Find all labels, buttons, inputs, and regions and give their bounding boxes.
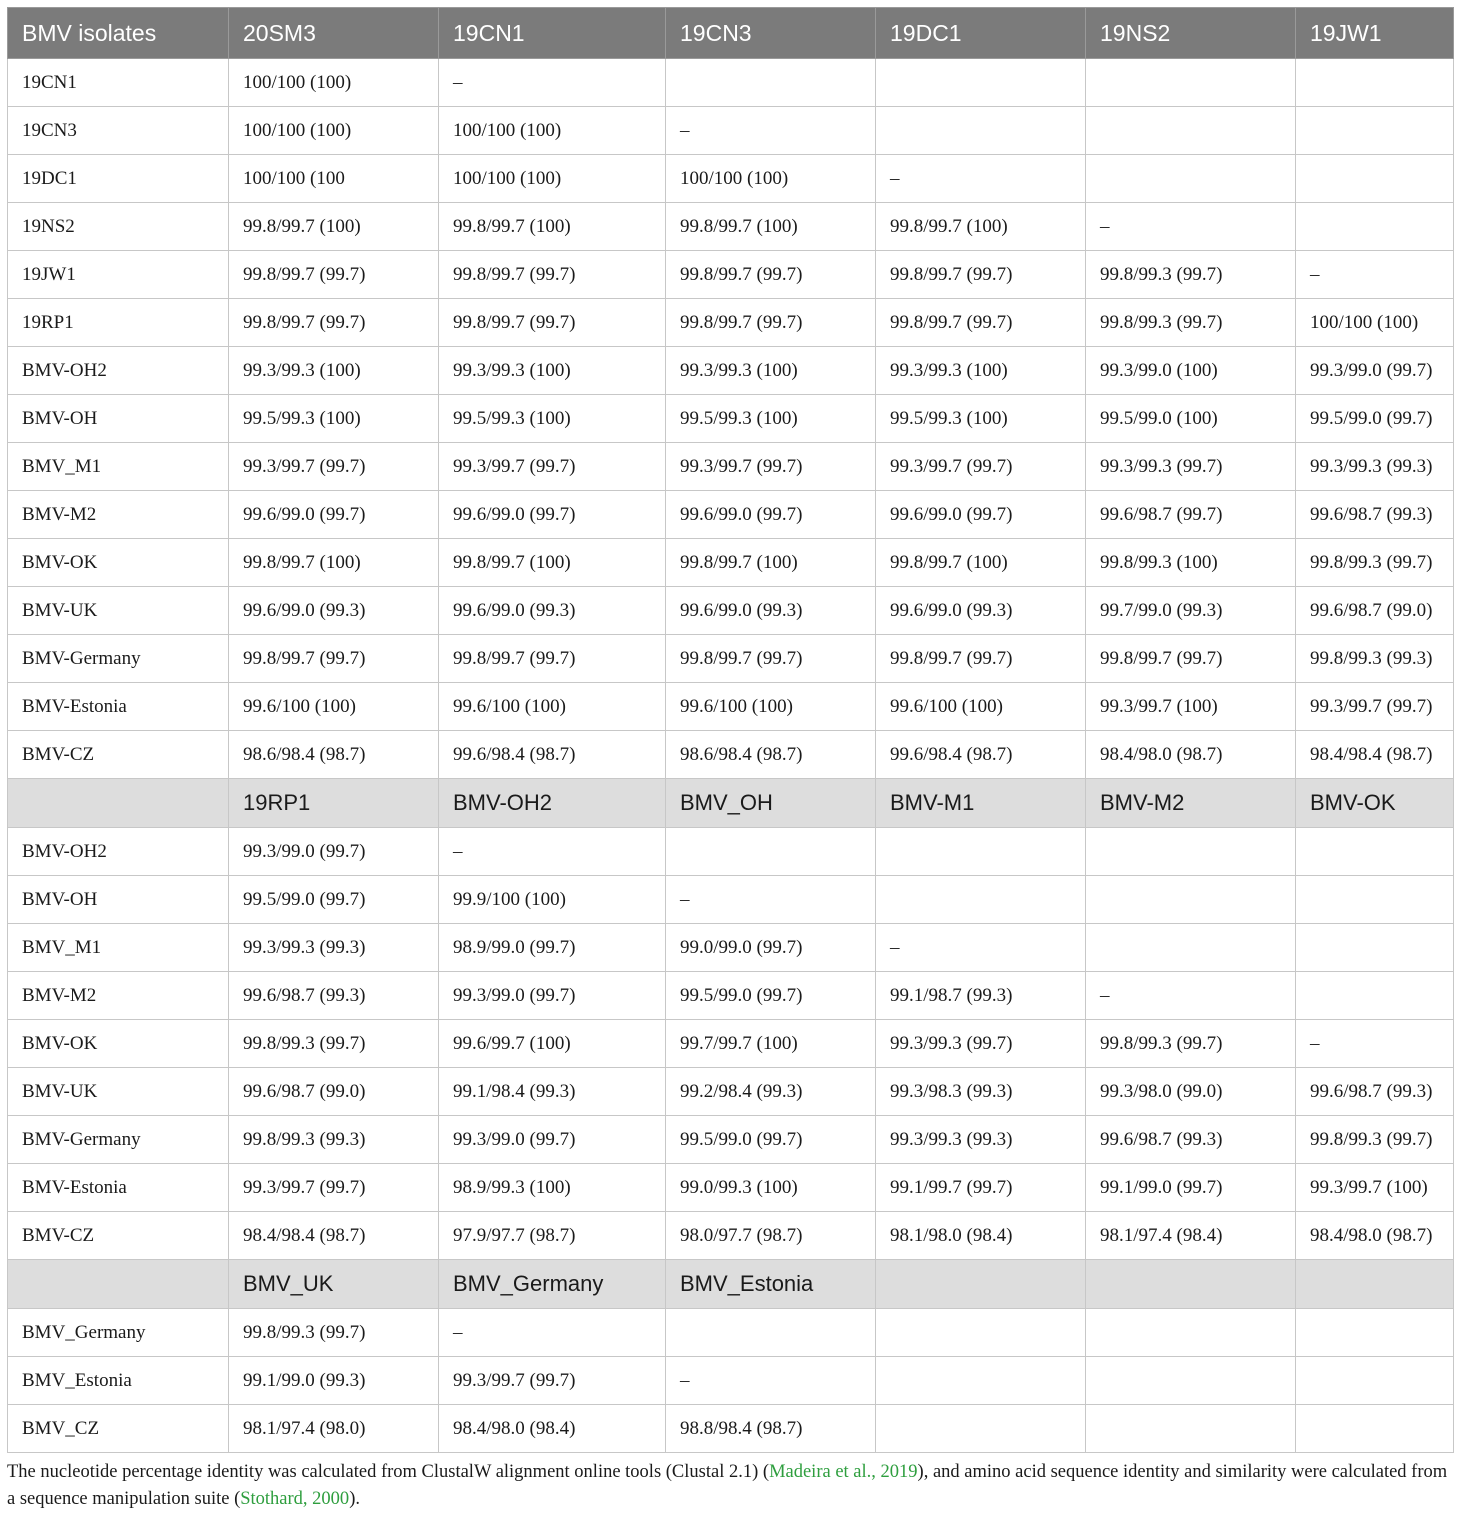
identity-value-cell: –: [1296, 1020, 1454, 1068]
identity-value-cell: –: [439, 1309, 666, 1357]
identity-value-cell: –: [439, 828, 666, 876]
identity-value-cell: [1296, 59, 1454, 107]
identity-value-cell: 99.6/98.4 (98.7): [439, 731, 666, 779]
identity-value-cell: [666, 828, 876, 876]
identity-value-cell: 99.0/99.3 (100): [666, 1164, 876, 1212]
identity-value-cell: 99.5/99.0 (99.7): [1296, 395, 1454, 443]
identity-value-cell: [1086, 828, 1296, 876]
identity-value-cell: 99.6/98.7 (99.3): [1296, 1068, 1454, 1116]
identity-value-cell: [876, 1357, 1086, 1405]
identity-value-cell: 99.6/98.7 (99.0): [229, 1068, 439, 1116]
section-column-header: BMV_Germany: [439, 1260, 666, 1309]
identity-value-cell: 99.5/99.3 (100): [229, 395, 439, 443]
table-row: [8, 828, 1454, 876]
identity-value-cell: 99.3/99.7 (99.7): [229, 443, 439, 491]
identity-value-cell: 99.6/98.7 (99.3): [229, 972, 439, 1020]
identity-value-cell: 99.8/99.3 (99.7): [229, 1020, 439, 1068]
identity-value-cell: [1086, 924, 1296, 972]
identity-value-cell: 99.8/99.3 (99.7): [1086, 251, 1296, 299]
identity-value-cell: 99.3/99.7 (99.7): [876, 443, 1086, 491]
table-row: [8, 1357, 1454, 1405]
identity-value-cell: 99.6/99.0 (99.7): [876, 491, 1086, 539]
identity-value-cell: –: [876, 155, 1086, 203]
identity-value-cell: 98.4/98.4 (98.7): [229, 1212, 439, 1260]
identity-value-cell: [1296, 107, 1454, 155]
identity-value-cell: 100/100 (100): [439, 155, 666, 203]
footnote-text: The nucleotide percentage identity was calculated from ClustalW alignment online tools (Clustal 2.1) (: [7, 1462, 770, 1482]
identity-value-cell: 98.1/98.0 (98.4): [876, 1212, 1086, 1260]
identity-value-cell: 99.8/99.7 (99.7): [666, 635, 876, 683]
identity-value-cell: 97.9/97.7 (98.7): [439, 1212, 666, 1260]
identity-value-cell: 99.8/99.3 (99.7): [1296, 539, 1454, 587]
identity-value-cell: 99.5/99.0 (100): [1086, 395, 1296, 443]
identity-value-cell: –: [1296, 251, 1454, 299]
section-column-header: 19RP1: [229, 779, 439, 828]
identity-value-cell: [1296, 1309, 1454, 1357]
table-header-row: [8, 8, 1454, 59]
identity-value-cell: 99.5/99.3 (100): [876, 395, 1086, 443]
identity-value-cell: 99.6/99.0 (99.7): [439, 491, 666, 539]
table-row: [8, 683, 1454, 731]
footnote-text: ).: [349, 1489, 360, 1509]
row-label-cell: BMV-UK: [8, 1068, 229, 1116]
table-row: [8, 587, 1454, 635]
identity-value-cell: 99.3/99.3 (99.7): [1086, 443, 1296, 491]
identity-value-cell: 99.8/99.7 (99.7): [439, 635, 666, 683]
table-row: [8, 924, 1454, 972]
identity-value-cell: 99.8/99.7 (99.7): [439, 251, 666, 299]
identity-value-cell: 99.3/98.0 (99.0): [1086, 1068, 1296, 1116]
identity-value-cell: 99.5/99.3 (100): [666, 395, 876, 443]
identity-value-cell: 99.8/99.7 (99.7): [229, 251, 439, 299]
row-label-cell: 19NS2: [8, 203, 229, 251]
row-label-cell: BMV-Estonia: [8, 683, 229, 731]
identity-value-cell: 99.8/99.3 (99.7): [1086, 1020, 1296, 1068]
identity-value-cell: 99.3/99.3 (100): [439, 347, 666, 395]
identity-value-cell: 99.7/99.7 (100): [666, 1020, 876, 1068]
identity-value-cell: 99.3/99.7 (99.7): [666, 443, 876, 491]
table-row: [8, 1212, 1454, 1260]
row-label-cell: BMV_Estonia: [8, 1357, 229, 1405]
identity-value-cell: 99.3/98.3 (99.3): [876, 1068, 1086, 1116]
column-header: 19DC1: [876, 8, 1086, 59]
row-label-cell: BMV-Estonia: [8, 1164, 229, 1212]
section-column-header: BMV-OK: [1296, 779, 1454, 828]
row-label-cell: 19DC1: [8, 155, 229, 203]
identity-value-cell: 99.3/99.0 (99.7): [1296, 347, 1454, 395]
identity-value-cell: 99.8/99.7 (100): [666, 539, 876, 587]
identity-value-cell: [1296, 203, 1454, 251]
row-label-cell: BMV_Germany: [8, 1309, 229, 1357]
table-row: [8, 395, 1454, 443]
identity-value-cell: 99.3/99.0 (99.7): [439, 972, 666, 1020]
identity-value-cell: 99.0/99.0 (99.7): [666, 924, 876, 972]
table-row: [8, 1020, 1454, 1068]
section-column-header: [876, 1260, 1086, 1309]
identity-value-cell: 99.3/99.3 (100): [666, 347, 876, 395]
identity-value-cell: 99.8/99.7 (100): [876, 203, 1086, 251]
identity-value-cell: [1086, 1309, 1296, 1357]
section-column-header: [8, 1260, 229, 1309]
identity-value-cell: 99.8/99.7 (99.7): [876, 635, 1086, 683]
identity-value-cell: [876, 107, 1086, 155]
column-header: 19CN1: [439, 8, 666, 59]
identity-value-cell: [1296, 1405, 1454, 1453]
identity-table: [7, 7, 1454, 1453]
table-row: [8, 299, 1454, 347]
table-body: [8, 59, 1454, 1453]
identity-value-cell: –: [439, 59, 666, 107]
row-label-cell: BMV_CZ: [8, 1405, 229, 1453]
table-row: [8, 1309, 1454, 1357]
identity-value-cell: [1086, 1357, 1296, 1405]
section-column-header: BMV-M2: [1086, 779, 1296, 828]
table-row: [8, 972, 1454, 1020]
identity-value-cell: 99.9/100 (100): [439, 876, 666, 924]
table-row: [8, 876, 1454, 924]
column-header: BMV isolates: [8, 8, 229, 59]
identity-value-cell: 99.3/99.3 (100): [876, 347, 1086, 395]
identity-value-cell: 99.6/99.0 (99.3): [876, 587, 1086, 635]
identity-value-cell: –: [1086, 203, 1296, 251]
identity-value-cell: 99.6/98.7 (99.7): [1086, 491, 1296, 539]
identity-value-cell: 99.3/99.7 (100): [1296, 1164, 1454, 1212]
table-row: [8, 1116, 1454, 1164]
row-label-cell: BMV-CZ: [8, 731, 229, 779]
identity-value-cell: [876, 876, 1086, 924]
identity-value-cell: [1086, 107, 1296, 155]
identity-value-cell: 98.4/98.0 (98.7): [1296, 1212, 1454, 1260]
identity-value-cell: 99.6/100 (100): [876, 683, 1086, 731]
section-column-header: [1296, 1260, 1454, 1309]
identity-value-cell: 100/100 (100): [666, 155, 876, 203]
row-label-cell: BMV-OH: [8, 876, 229, 924]
identity-value-cell: 99.7/99.0 (99.3): [1086, 587, 1296, 635]
identity-value-cell: 98.4/98.0 (98.4): [439, 1405, 666, 1453]
identity-value-cell: 100/100 (100): [439, 107, 666, 155]
identity-value-cell: 99.8/99.7 (100): [229, 539, 439, 587]
identity-value-cell: 99.3/99.7 (99.7): [439, 443, 666, 491]
identity-value-cell: –: [666, 876, 876, 924]
identity-value-cell: 99.6/100 (100): [439, 683, 666, 731]
identity-value-cell: 99.8/99.3 (99.3): [1296, 635, 1454, 683]
identity-value-cell: 98.4/98.4 (98.7): [1296, 731, 1454, 779]
row-label-cell: BMV_M1: [8, 443, 229, 491]
identity-value-cell: 99.8/99.7 (100): [439, 203, 666, 251]
identity-value-cell: 98.4/98.0 (98.7): [1086, 731, 1296, 779]
identity-value-cell: 99.6/100 (100): [666, 683, 876, 731]
identity-value-cell: 99.3/99.7 (99.7): [229, 1164, 439, 1212]
identity-value-cell: 99.8/99.7 (100): [439, 539, 666, 587]
identity-value-cell: 99.8/99.7 (99.7): [876, 299, 1086, 347]
identity-value-cell: 98.6/98.4 (98.7): [229, 731, 439, 779]
citation-link[interactable]: Madeira et al., 2019: [769, 1462, 918, 1482]
identity-value-cell: 99.6/98.7 (99.3): [1296, 491, 1454, 539]
row-label-cell: BMV-M2: [8, 972, 229, 1020]
row-label-cell: BMV-OH: [8, 395, 229, 443]
identity-value-cell: 99.8/99.7 (99.7): [666, 299, 876, 347]
identity-value-cell: 98.1/97.4 (98.4): [1086, 1212, 1296, 1260]
identity-value-cell: –: [876, 924, 1086, 972]
identity-value-cell: 99.8/99.3 (99.7): [1086, 299, 1296, 347]
identity-value-cell: 99.5/99.0 (99.7): [229, 876, 439, 924]
identity-value-cell: 99.3/99.3 (99.3): [1296, 443, 1454, 491]
footnote-text: ), and amino acid sequence identity and similarity were calculated from a sequence manipulation suite (: [7, 1462, 1448, 1509]
identity-value-cell: 98.9/99.0 (99.7): [439, 924, 666, 972]
section-column-header: [8, 779, 229, 828]
identity-value-cell: [1086, 155, 1296, 203]
identity-value-cell: [1086, 1405, 1296, 1453]
identity-value-cell: [666, 1309, 876, 1357]
identity-value-cell: 99.6/98.7 (99.3): [1086, 1116, 1296, 1164]
identity-value-cell: [1086, 59, 1296, 107]
section-header-row: [8, 779, 1454, 828]
identity-value-cell: 99.5/99.0 (99.7): [666, 1116, 876, 1164]
identity-value-cell: 99.6/99.0 (99.7): [666, 491, 876, 539]
identity-value-cell: 99.8/99.7 (100): [666, 203, 876, 251]
column-header: 19NS2: [1086, 8, 1296, 59]
section-header-row: [8, 1260, 1454, 1309]
table-row: [8, 203, 1454, 251]
identity-value-cell: 99.1/99.0 (99.7): [1086, 1164, 1296, 1212]
table-row: [8, 347, 1454, 395]
row-label-cell: 19JW1: [8, 251, 229, 299]
identity-value-cell: 99.6/99.0 (99.3): [439, 587, 666, 635]
identity-value-cell: [666, 59, 876, 107]
identity-value-cell: 100/100 (100): [229, 107, 439, 155]
identity-value-cell: 99.8/99.7 (99.7): [876, 251, 1086, 299]
identity-value-cell: 99.3/99.0 (99.7): [439, 1116, 666, 1164]
identity-value-cell: 98.6/98.4 (98.7): [666, 731, 876, 779]
table-row: [8, 731, 1454, 779]
identity-value-cell: 98.9/99.3 (100): [439, 1164, 666, 1212]
identity-value-cell: 100/100 (100: [229, 155, 439, 203]
identity-value-cell: [1086, 876, 1296, 924]
identity-value-cell: 99.6/99.7 (100): [439, 1020, 666, 1068]
row-label-cell: BMV-OK: [8, 1020, 229, 1068]
identity-value-cell: 99.5/99.3 (100): [439, 395, 666, 443]
identity-value-cell: 99.8/99.7 (99.7): [666, 251, 876, 299]
identity-value-cell: 99.3/99.3 (99.3): [876, 1116, 1086, 1164]
identity-value-cell: 99.8/99.3 (100): [1086, 539, 1296, 587]
row-label-cell: BMV-M2: [8, 491, 229, 539]
identity-value-cell: 99.8/99.3 (99.3): [229, 1116, 439, 1164]
identity-value-cell: 99.6/99.0 (99.3): [229, 587, 439, 635]
table-row: [8, 1068, 1454, 1116]
identity-value-cell: 99.6/99.0 (99.7): [229, 491, 439, 539]
identity-value-cell: [1296, 155, 1454, 203]
table-row: [8, 1405, 1454, 1453]
identity-value-cell: [1296, 876, 1454, 924]
identity-value-cell: 99.8/99.3 (99.7): [1296, 1116, 1454, 1164]
table-container: [7, 7, 1453, 1513]
citation-link[interactable]: Stothard, 2000: [240, 1489, 350, 1509]
row-label-cell: BMV_M1: [8, 924, 229, 972]
row-label-cell: 19CN1: [8, 59, 229, 107]
identity-value-cell: 98.1/97.4 (98.0): [229, 1405, 439, 1453]
identity-value-cell: 100/100 (100): [229, 59, 439, 107]
identity-value-cell: 99.8/99.7 (99.7): [1086, 635, 1296, 683]
row-label-cell: BMV-Germany: [8, 635, 229, 683]
section-column-header: BMV-OH2: [439, 779, 666, 828]
identity-value-cell: 99.3/99.7 (99.7): [439, 1357, 666, 1405]
identity-value-cell: [876, 59, 1086, 107]
identity-value-cell: 99.2/98.4 (99.3): [666, 1068, 876, 1116]
table-row: [8, 539, 1454, 587]
identity-value-cell: 99.3/99.7 (100): [1086, 683, 1296, 731]
identity-value-cell: 99.8/99.7 (99.7): [439, 299, 666, 347]
table-row: [8, 251, 1454, 299]
identity-value-cell: 99.8/99.7 (100): [876, 539, 1086, 587]
row-label-cell: 19RP1: [8, 299, 229, 347]
row-label-cell: BMV-OH2: [8, 828, 229, 876]
table-footnote: [7, 1459, 1453, 1513]
identity-value-cell: 99.6/99.0 (99.3): [666, 587, 876, 635]
identity-value-cell: 99.6/98.7 (99.0): [1296, 587, 1454, 635]
identity-value-cell: –: [1086, 972, 1296, 1020]
identity-value-cell: 98.8/98.4 (98.7): [666, 1405, 876, 1453]
table-row: [8, 155, 1454, 203]
identity-value-cell: 99.3/99.0 (100): [1086, 347, 1296, 395]
table-row: [8, 59, 1454, 107]
identity-value-cell: –: [666, 1357, 876, 1405]
identity-value-cell: 99.8/99.7 (100): [229, 203, 439, 251]
column-header: 20SM3: [229, 8, 439, 59]
identity-value-cell: 99.6/98.4 (98.7): [876, 731, 1086, 779]
identity-value-cell: 98.0/97.7 (98.7): [666, 1212, 876, 1260]
identity-value-cell: –: [666, 107, 876, 155]
identity-value-cell: [1296, 924, 1454, 972]
identity-value-cell: 99.3/99.7 (99.7): [1296, 683, 1454, 731]
identity-value-cell: 99.3/99.3 (99.3): [229, 924, 439, 972]
table-row: [8, 491, 1454, 539]
identity-value-cell: 99.3/99.3 (99.7): [876, 1020, 1086, 1068]
section-column-header: BMV_OH: [666, 779, 876, 828]
identity-value-cell: [1296, 828, 1454, 876]
section-column-header: BMV_Estonia: [666, 1260, 876, 1309]
identity-value-cell: [1296, 972, 1454, 1020]
identity-value-cell: 99.1/98.4 (99.3): [439, 1068, 666, 1116]
identity-value-cell: [876, 1405, 1086, 1453]
table-row: [8, 635, 1454, 683]
identity-value-cell: 99.1/98.7 (99.3): [876, 972, 1086, 1020]
identity-value-cell: [876, 828, 1086, 876]
identity-value-cell: 99.1/99.0 (99.3): [229, 1357, 439, 1405]
row-label-cell: BMV-OK: [8, 539, 229, 587]
column-header: 19JW1: [1296, 8, 1454, 59]
identity-value-cell: 99.1/99.7 (99.7): [876, 1164, 1086, 1212]
table-row: [8, 107, 1454, 155]
identity-value-cell: 99.8/99.3 (99.7): [229, 1309, 439, 1357]
row-label-cell: BMV-Germany: [8, 1116, 229, 1164]
table-row: [8, 1164, 1454, 1212]
identity-value-cell: 99.3/99.0 (99.7): [229, 828, 439, 876]
section-column-header: BMV-M1: [876, 779, 1086, 828]
identity-value-cell: 99.6/100 (100): [229, 683, 439, 731]
section-column-header: [1086, 1260, 1296, 1309]
identity-value-cell: 99.8/99.7 (99.7): [229, 299, 439, 347]
identity-value-cell: [1296, 1357, 1454, 1405]
row-label-cell: BMV-UK: [8, 587, 229, 635]
table-row: [8, 443, 1454, 491]
row-label-cell: 19CN3: [8, 107, 229, 155]
column-header: 19CN3: [666, 8, 876, 59]
identity-value-cell: 100/100 (100): [1296, 299, 1454, 347]
section-column-header: BMV_UK: [229, 1260, 439, 1309]
row-label-cell: BMV-CZ: [8, 1212, 229, 1260]
identity-value-cell: 99.5/99.0 (99.7): [666, 972, 876, 1020]
identity-value-cell: 99.3/99.3 (100): [229, 347, 439, 395]
row-label-cell: BMV-OH2: [8, 347, 229, 395]
identity-value-cell: [876, 1309, 1086, 1357]
identity-value-cell: 99.8/99.7 (99.7): [229, 635, 439, 683]
